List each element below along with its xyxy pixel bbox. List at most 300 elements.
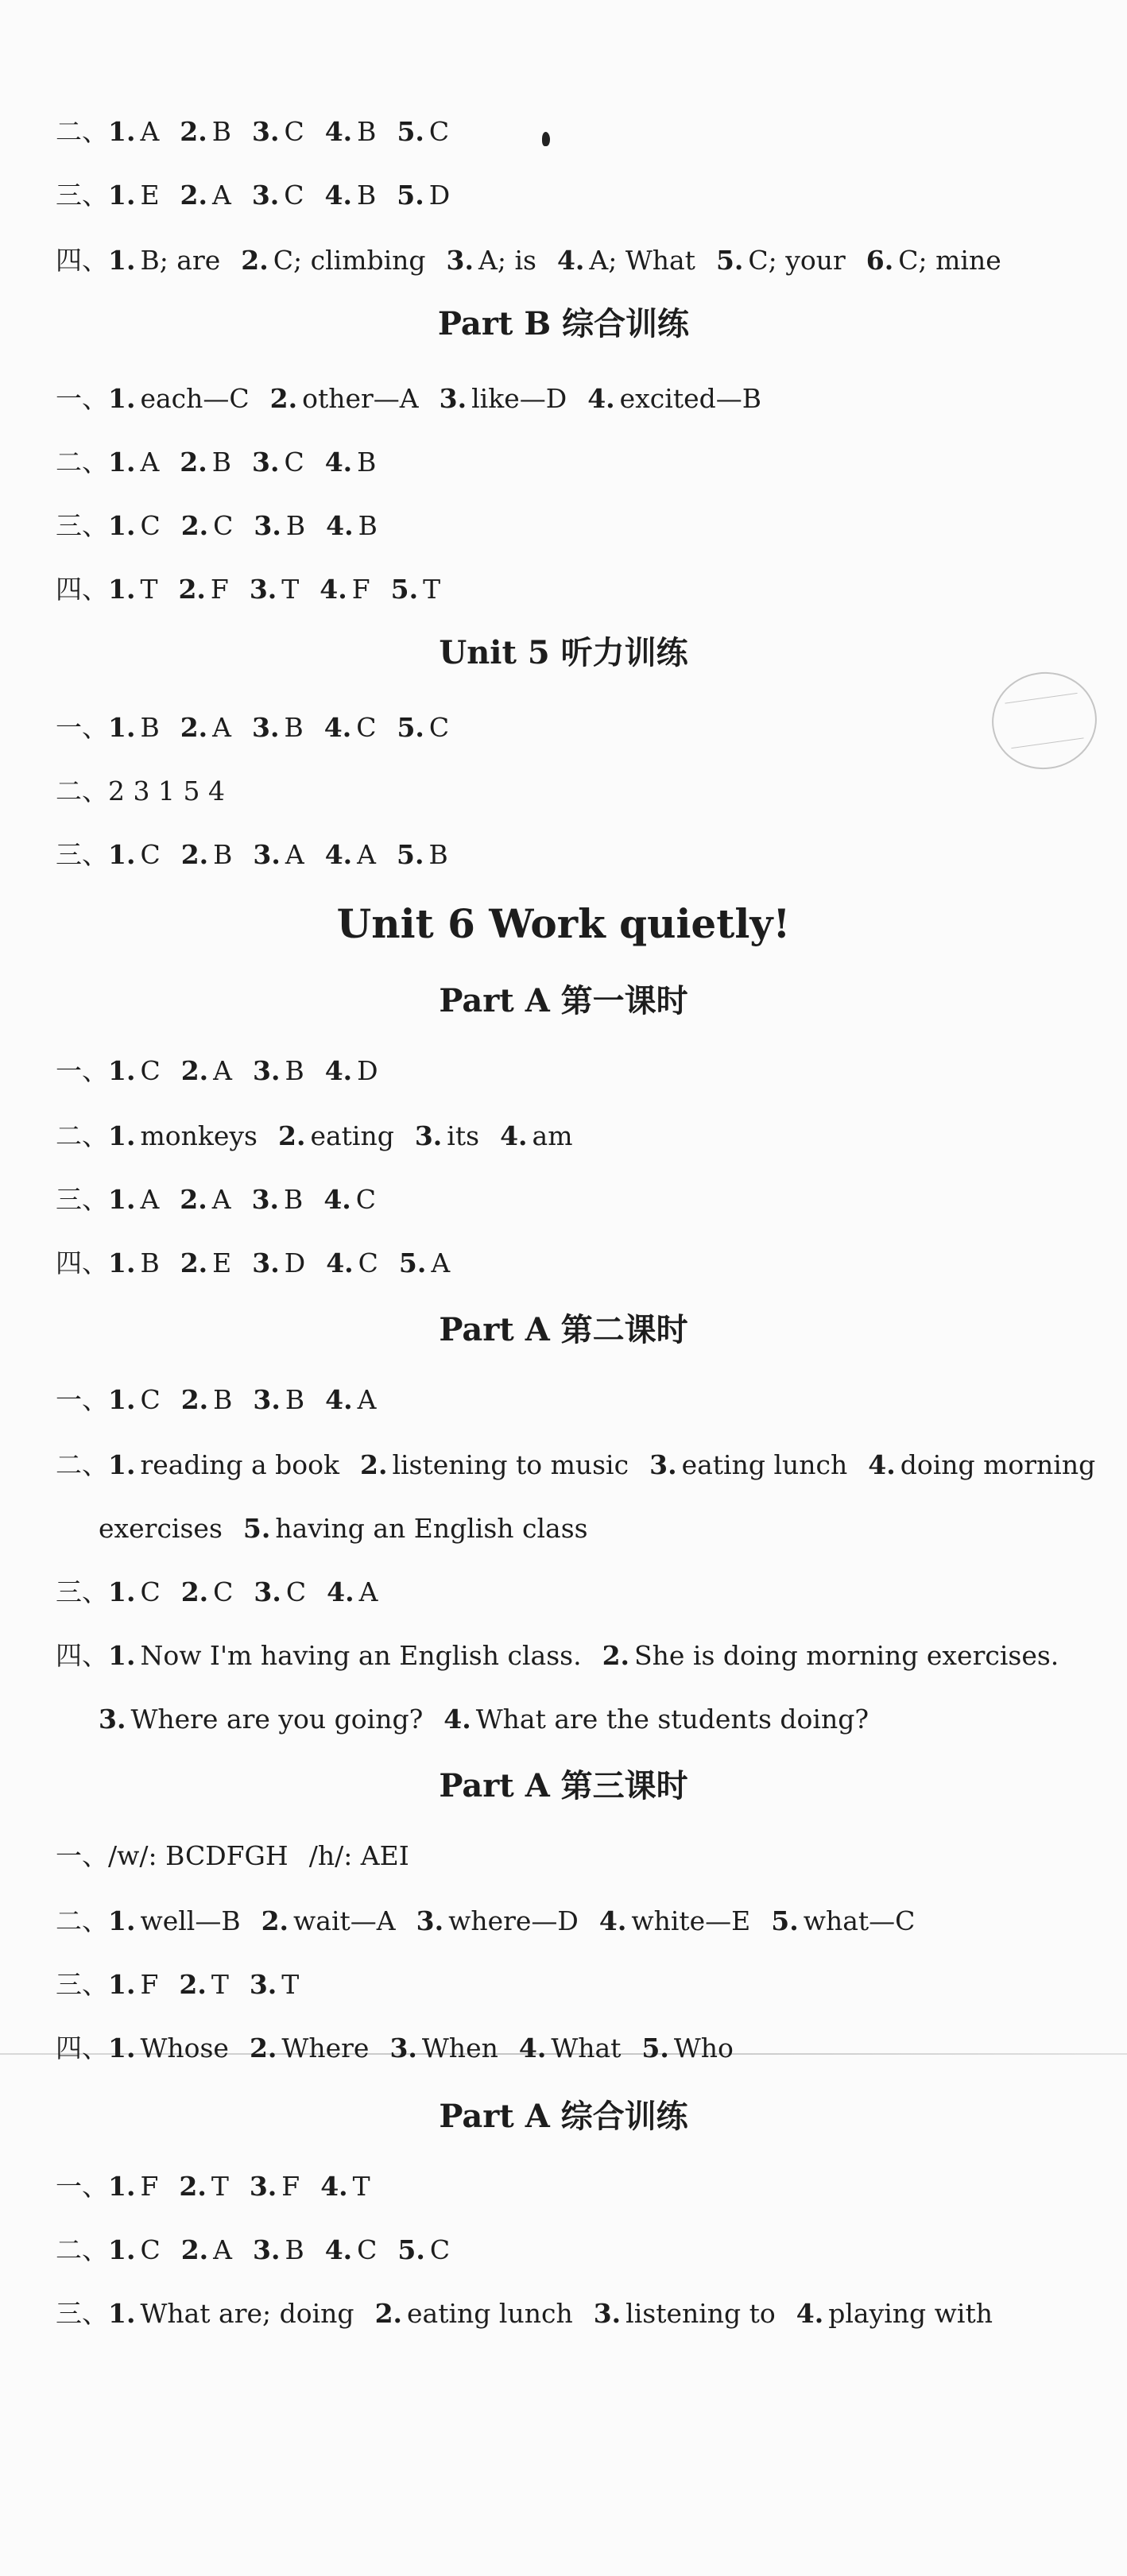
answer-item bbox=[325, 1384, 376, 1416]
answer-line bbox=[56, 447, 376, 478]
answer-text: F bbox=[210, 574, 229, 605]
answer-text: C bbox=[213, 1576, 234, 1607]
answer-text: reading a book bbox=[140, 1449, 339, 1480]
answer-item bbox=[108, 245, 220, 277]
item-number: 5. bbox=[397, 712, 424, 743]
answer-line bbox=[56, 245, 1001, 277]
answer-item bbox=[602, 1640, 1059, 1672]
item-number: 4. bbox=[796, 2298, 824, 2329]
item-number: 3. bbox=[252, 116, 280, 147]
item-number: 2. bbox=[180, 180, 207, 211]
item-number: 4. bbox=[323, 1184, 351, 1215]
answer-text: B bbox=[140, 1247, 160, 1278]
answer-line bbox=[56, 180, 450, 211]
item-number: 2. bbox=[180, 712, 208, 743]
answer-text: other—A bbox=[302, 383, 419, 414]
answer-line bbox=[56, 1120, 572, 1152]
answer-item bbox=[253, 1384, 304, 1416]
answer-item bbox=[250, 2033, 369, 2064]
answer-item bbox=[180, 712, 231, 744]
answer-text: What are the students doing? bbox=[475, 1704, 869, 1735]
item-number: 4. bbox=[324, 1055, 353, 1086]
answer-item bbox=[309, 1840, 409, 1872]
answer-item bbox=[391, 574, 440, 605]
item-number: 2. bbox=[180, 510, 209, 541]
answer-text: C bbox=[140, 1055, 161, 1086]
answer-item bbox=[108, 180, 160, 211]
answer-text: T bbox=[211, 1969, 229, 2000]
answer-item bbox=[252, 447, 304, 478]
item-number: 3. bbox=[253, 839, 281, 870]
answer-text: C bbox=[429, 2234, 451, 2265]
answer-text: B bbox=[285, 1055, 304, 1086]
question-group-number: 三、 bbox=[56, 180, 108, 211]
answer-text: C; climbing bbox=[273, 245, 426, 276]
answer-text: F bbox=[281, 2171, 300, 2202]
item-number: 1. bbox=[108, 2033, 136, 2064]
item-number: 4. bbox=[326, 1247, 354, 1278]
answer-text: Where are you going? bbox=[130, 1704, 424, 1735]
answer-line bbox=[56, 776, 225, 807]
item-number: 3. bbox=[249, 574, 277, 605]
answer-item bbox=[261, 1905, 396, 1937]
answer-item bbox=[181, 1384, 233, 1416]
answer-text: A bbox=[140, 116, 160, 147]
answer-item bbox=[320, 2171, 370, 2203]
answer-text: listening to bbox=[625, 2298, 776, 2329]
answer-item bbox=[108, 1576, 161, 1608]
item-number: 2. bbox=[180, 1184, 207, 1215]
item-number: 3. bbox=[249, 1969, 277, 2000]
item-number: 2. bbox=[249, 2033, 277, 2064]
answer-item bbox=[415, 1120, 479, 1152]
answer-text: C bbox=[213, 510, 234, 541]
item-number: 4. bbox=[324, 839, 353, 870]
item-number: 3. bbox=[253, 1384, 281, 1415]
answer-item bbox=[599, 1905, 750, 1937]
answer-text: F bbox=[351, 574, 370, 605]
answer-item bbox=[594, 2298, 776, 2330]
answer-item bbox=[325, 839, 376, 871]
answer-item bbox=[278, 1120, 394, 1152]
answer-item bbox=[108, 116, 159, 148]
item-number: 2. bbox=[180, 2234, 209, 2265]
answer-text: A bbox=[431, 1247, 451, 1278]
answer-line bbox=[56, 574, 440, 605]
answer-item bbox=[108, 1384, 161, 1416]
answer-item bbox=[326, 510, 378, 542]
item-number: 1. bbox=[108, 116, 136, 147]
item-number: 3. bbox=[254, 510, 281, 541]
item-number: 2. bbox=[179, 2171, 207, 2202]
answer-text: C bbox=[284, 116, 304, 147]
answer-text: its bbox=[447, 1120, 480, 1151]
item-number: 1. bbox=[108, 574, 136, 605]
section-heading: Unit 5 听力训练 bbox=[439, 634, 688, 671]
answer-text: B bbox=[285, 1384, 305, 1415]
answer-item bbox=[108, 383, 250, 415]
answer-item bbox=[178, 574, 228, 605]
answer-text: B bbox=[357, 116, 377, 147]
answer-item bbox=[375, 2298, 573, 2330]
item-number: 2. bbox=[602, 1640, 630, 1671]
answer-item bbox=[254, 1576, 306, 1608]
item-number: 4. bbox=[324, 180, 352, 211]
answer-text: A; is bbox=[478, 245, 536, 276]
answer-text: eating bbox=[310, 1120, 394, 1151]
answer-text: T bbox=[211, 2171, 229, 2202]
answer-item bbox=[253, 2234, 304, 2266]
question-group-number: 三、 bbox=[56, 2298, 108, 2329]
answer-text: B bbox=[358, 510, 378, 541]
answer-text: B bbox=[211, 116, 232, 147]
answer-text: eating lunch bbox=[681, 1449, 848, 1480]
answer-text: A bbox=[357, 839, 377, 870]
answer-item bbox=[108, 2298, 354, 2330]
answer-text: doing morning bbox=[900, 1449, 1096, 1480]
answer-line bbox=[56, 1640, 1059, 1672]
answer-item bbox=[325, 116, 377, 148]
answer-item bbox=[360, 1449, 629, 1481]
answer-item bbox=[325, 447, 377, 478]
answer-text: what—C bbox=[803, 1905, 916, 1936]
item-number: 4. bbox=[500, 1120, 528, 1151]
answer-item bbox=[716, 245, 846, 277]
answer-text: C bbox=[284, 447, 304, 478]
item-number: 2. bbox=[241, 245, 269, 276]
answer-item bbox=[108, 447, 159, 478]
section-heading: Part B 综合训练 bbox=[437, 305, 690, 342]
answer-text: C; your bbox=[748, 245, 846, 276]
answer-item bbox=[253, 1055, 304, 1087]
answer-text: B bbox=[211, 447, 232, 478]
answer-text: like—D bbox=[471, 383, 567, 414]
answer-item bbox=[252, 712, 304, 744]
item-number: 4. bbox=[327, 1576, 354, 1607]
answer-line bbox=[56, 1055, 378, 1087]
answer-text: What are; doing bbox=[140, 2298, 354, 2329]
question-group-number: 二、 bbox=[56, 1905, 108, 1936]
answer-text: B bbox=[284, 712, 304, 743]
item-number: 1. bbox=[108, 1576, 136, 1607]
item-number: 3. bbox=[254, 1576, 281, 1607]
answer-text: am bbox=[532, 1120, 573, 1151]
question-group-number: 二、 bbox=[56, 2234, 108, 2265]
answer-item bbox=[99, 1704, 423, 1735]
answer-text: T bbox=[352, 2171, 370, 2202]
item-number: 5. bbox=[397, 116, 424, 147]
item-number: 1. bbox=[108, 245, 136, 276]
item-number: 4. bbox=[323, 712, 352, 743]
item-number: 2. bbox=[180, 839, 209, 870]
answer-line bbox=[99, 1704, 869, 1735]
answer-item bbox=[397, 712, 449, 744]
answer-text: What bbox=[551, 2033, 622, 2064]
question-group-number: 四、 bbox=[56, 574, 108, 605]
question-group-number: 一、 bbox=[56, 383, 108, 414]
answer-item bbox=[108, 1120, 258, 1152]
answer-item bbox=[99, 1513, 223, 1545]
answer-text: C bbox=[355, 1184, 377, 1215]
item-number: 5. bbox=[242, 1513, 271, 1544]
answer-text: C bbox=[428, 116, 450, 147]
answer-item bbox=[180, 1184, 230, 1216]
answer-item bbox=[866, 245, 1001, 277]
item-number: 2. bbox=[180, 116, 207, 147]
answer-text: /w/: BCDFGH bbox=[108, 1840, 289, 1871]
answer-item bbox=[250, 574, 299, 605]
answer-text: A bbox=[213, 1055, 232, 1086]
item-number: 1. bbox=[108, 1120, 136, 1151]
answer-text: A bbox=[285, 839, 304, 870]
item-number: 4. bbox=[587, 383, 615, 414]
question-group-number: 三、 bbox=[56, 1184, 108, 1215]
answer-text: A bbox=[213, 2234, 232, 2265]
item-number: 2. bbox=[261, 1905, 289, 1936]
answer-item bbox=[252, 1184, 304, 1216]
answer-text: C bbox=[285, 1576, 307, 1607]
answer-item bbox=[771, 1905, 915, 1937]
answer-text: Now I'm having an English class. bbox=[140, 1640, 582, 1671]
item-number: 3. bbox=[252, 447, 280, 478]
answer-item bbox=[181, 839, 233, 871]
answer-item bbox=[519, 2033, 622, 2064]
item-number: 1. bbox=[108, 1055, 136, 1086]
item-number: 2. bbox=[180, 1247, 208, 1278]
answer-text: D bbox=[357, 1055, 378, 1086]
item-number: 3. bbox=[253, 1055, 281, 1086]
question-group-number: 一、 bbox=[56, 1384, 108, 1415]
answer-item bbox=[443, 1704, 869, 1735]
answer-text: eating lunch bbox=[407, 2298, 573, 2329]
answer-text: When bbox=[421, 2033, 498, 2064]
answer-line bbox=[99, 1513, 588, 1545]
answer-item bbox=[270, 383, 419, 415]
answer-line bbox=[56, 1576, 378, 1608]
answer-text: C bbox=[357, 2234, 378, 2265]
answer-text: T bbox=[140, 574, 158, 605]
item-number: 3. bbox=[439, 383, 467, 414]
question-group-number: 三、 bbox=[56, 1969, 108, 2000]
question-group-number: 二、 bbox=[56, 1449, 108, 1480]
answer-item bbox=[180, 116, 231, 148]
item-number: 5. bbox=[390, 574, 419, 605]
answer-text: 2 3 1 5 4 bbox=[108, 776, 225, 806]
item-number: 5. bbox=[397, 180, 424, 211]
answer-line bbox=[56, 1247, 450, 1279]
item-number: 1. bbox=[108, 1640, 136, 1671]
answer-text: B bbox=[213, 839, 233, 870]
item-number: 5. bbox=[715, 245, 744, 276]
item-number: 1. bbox=[108, 383, 136, 414]
answer-item bbox=[254, 510, 305, 542]
answer-line bbox=[56, 2171, 370, 2203]
item-number: 2. bbox=[360, 1449, 388, 1480]
item-number: 3. bbox=[251, 1184, 280, 1215]
answer-item bbox=[325, 1055, 378, 1087]
item-number: 4. bbox=[443, 1704, 471, 1735]
item-number: 4. bbox=[324, 116, 353, 147]
answer-item bbox=[108, 574, 157, 605]
question-group-number: 一、 bbox=[56, 2171, 108, 2202]
answer-item bbox=[181, 510, 234, 542]
answer-text: B bbox=[285, 2234, 304, 2265]
answer-line bbox=[56, 1449, 1095, 1481]
answer-text: listening to music bbox=[392, 1449, 629, 1480]
answer-item bbox=[108, 2033, 229, 2064]
answer-item bbox=[108, 2234, 161, 2266]
answer-text: monkeys bbox=[140, 1120, 258, 1151]
item-number: 1. bbox=[108, 1247, 136, 1278]
answer-text: E bbox=[140, 180, 160, 211]
ink-mark bbox=[542, 132, 550, 146]
answer-item bbox=[252, 116, 304, 148]
question-group-number: 四、 bbox=[56, 2033, 108, 2064]
answer-text: B bbox=[140, 712, 160, 743]
answer-text: A bbox=[212, 180, 231, 211]
answer-item bbox=[440, 383, 567, 415]
answer-text: having an English class bbox=[275, 1513, 588, 1544]
answer-text: E bbox=[212, 1247, 232, 1278]
item-number: 3. bbox=[252, 1247, 280, 1278]
answer-item bbox=[179, 2171, 228, 2203]
item-number: 3. bbox=[252, 712, 280, 743]
answer-item bbox=[447, 245, 536, 277]
item-number: 1. bbox=[108, 2298, 136, 2329]
item-number: 3. bbox=[251, 180, 280, 211]
item-number: 1. bbox=[108, 447, 136, 478]
item-number: 4. bbox=[598, 1905, 627, 1936]
section-heading: Part A 综合训练 bbox=[439, 2098, 688, 2135]
answer-text: D bbox=[428, 180, 451, 211]
answer-item bbox=[325, 2234, 378, 2266]
answer-text: B bbox=[357, 447, 377, 478]
answer-item bbox=[324, 712, 377, 744]
answer-text: /h/: AEI bbox=[308, 1840, 409, 1871]
answer-text: C bbox=[140, 1576, 161, 1607]
section-heading: Part A 第一课时 bbox=[439, 982, 688, 1019]
item-number: 1. bbox=[108, 1384, 136, 1415]
item-number: 3. bbox=[249, 2171, 277, 2202]
item-number: 1. bbox=[108, 1905, 136, 1936]
answer-item bbox=[253, 839, 304, 871]
answer-item bbox=[641, 2033, 734, 2064]
answer-item bbox=[181, 1055, 232, 1087]
answer-text: C bbox=[140, 2234, 161, 2265]
answer-text: C bbox=[140, 839, 161, 870]
answer-item bbox=[181, 2234, 232, 2266]
answer-item bbox=[108, 1840, 289, 1872]
answer-text: C bbox=[358, 1247, 378, 1278]
item-number: 1. bbox=[108, 2171, 136, 2202]
answer-text: excited—B bbox=[619, 383, 761, 414]
answer-text: A bbox=[211, 1184, 231, 1215]
answer-item bbox=[108, 839, 161, 871]
question-group-number: 三、 bbox=[56, 839, 108, 870]
item-number: 3. bbox=[253, 2234, 281, 2265]
answer-item bbox=[649, 1449, 847, 1481]
answer-item bbox=[796, 2298, 993, 2330]
answer-line bbox=[56, 1384, 376, 1416]
answer-item bbox=[416, 1905, 579, 1937]
item-number: 2. bbox=[179, 1969, 207, 2000]
item-number: 3. bbox=[414, 1120, 443, 1151]
item-number: 2. bbox=[180, 1384, 209, 1415]
answer-text: T bbox=[423, 574, 441, 605]
answer-text: F bbox=[140, 1969, 159, 2000]
question-group-number: 四、 bbox=[56, 1640, 108, 1671]
answer-text: well—B bbox=[140, 1905, 241, 1936]
item-number: 2. bbox=[180, 1576, 209, 1607]
item-number: 5. bbox=[641, 2033, 669, 2064]
item-number: 2. bbox=[180, 1055, 209, 1086]
answer-text: B bbox=[284, 1184, 304, 1215]
item-number: 2. bbox=[374, 2298, 403, 2329]
answer-text: A bbox=[140, 447, 160, 478]
item-number: 2. bbox=[180, 447, 207, 478]
question-group-number: 一、 bbox=[56, 712, 108, 743]
question-group-number: 一、 bbox=[56, 1055, 108, 1086]
answer-text: Whose bbox=[140, 2033, 229, 2064]
answer-item bbox=[241, 245, 425, 277]
question-group-number: 三、 bbox=[56, 510, 108, 541]
answer-text: white—E bbox=[631, 1905, 751, 1936]
answer-item bbox=[389, 2033, 498, 2064]
answer-text: C bbox=[356, 712, 377, 743]
answer-item bbox=[108, 1055, 161, 1087]
item-number: 3. bbox=[649, 1449, 677, 1480]
answer-item bbox=[250, 2171, 300, 2203]
item-number: 4. bbox=[325, 1384, 353, 1415]
answer-line bbox=[56, 116, 449, 148]
question-group-number: 二、 bbox=[56, 116, 108, 147]
answer-item bbox=[108, 1449, 339, 1481]
answer-item bbox=[108, 1905, 241, 1937]
answer-item bbox=[397, 839, 448, 871]
item-number: 2. bbox=[277, 1120, 306, 1151]
answer-text: exercises bbox=[99, 1513, 223, 1544]
answer-line bbox=[56, 1184, 376, 1216]
answer-text: A bbox=[357, 1384, 377, 1415]
item-number: 1. bbox=[108, 510, 136, 541]
answer-item bbox=[108, 2171, 158, 2203]
item-number: 4. bbox=[320, 2171, 348, 2202]
answer-text: B bbox=[213, 1384, 233, 1415]
item-number: 3. bbox=[416, 1905, 444, 1936]
answer-item bbox=[108, 1640, 582, 1672]
answer-text: T bbox=[281, 574, 300, 605]
item-number: 1. bbox=[108, 839, 136, 870]
answer-text: Who bbox=[673, 2033, 734, 2064]
answer-item bbox=[868, 1449, 1095, 1481]
answer-text: B bbox=[428, 839, 448, 870]
question-group-number: 一、 bbox=[56, 1840, 108, 1871]
item-number: 2. bbox=[269, 383, 298, 414]
item-number: 5. bbox=[398, 1247, 427, 1278]
answer-item bbox=[108, 510, 161, 542]
answer-text: C bbox=[284, 180, 304, 211]
item-number: 4. bbox=[518, 2033, 547, 2064]
item-number: 3. bbox=[99, 1704, 126, 1735]
answer-item bbox=[243, 1513, 588, 1545]
item-number: 2. bbox=[178, 574, 206, 605]
section-heading: Part A 第三课时 bbox=[439, 1767, 688, 1804]
answer-item bbox=[180, 180, 231, 211]
answer-item bbox=[181, 1576, 234, 1608]
answer-item bbox=[326, 1247, 378, 1279]
item-number: 1. bbox=[108, 1449, 136, 1480]
answer-item bbox=[397, 180, 450, 211]
